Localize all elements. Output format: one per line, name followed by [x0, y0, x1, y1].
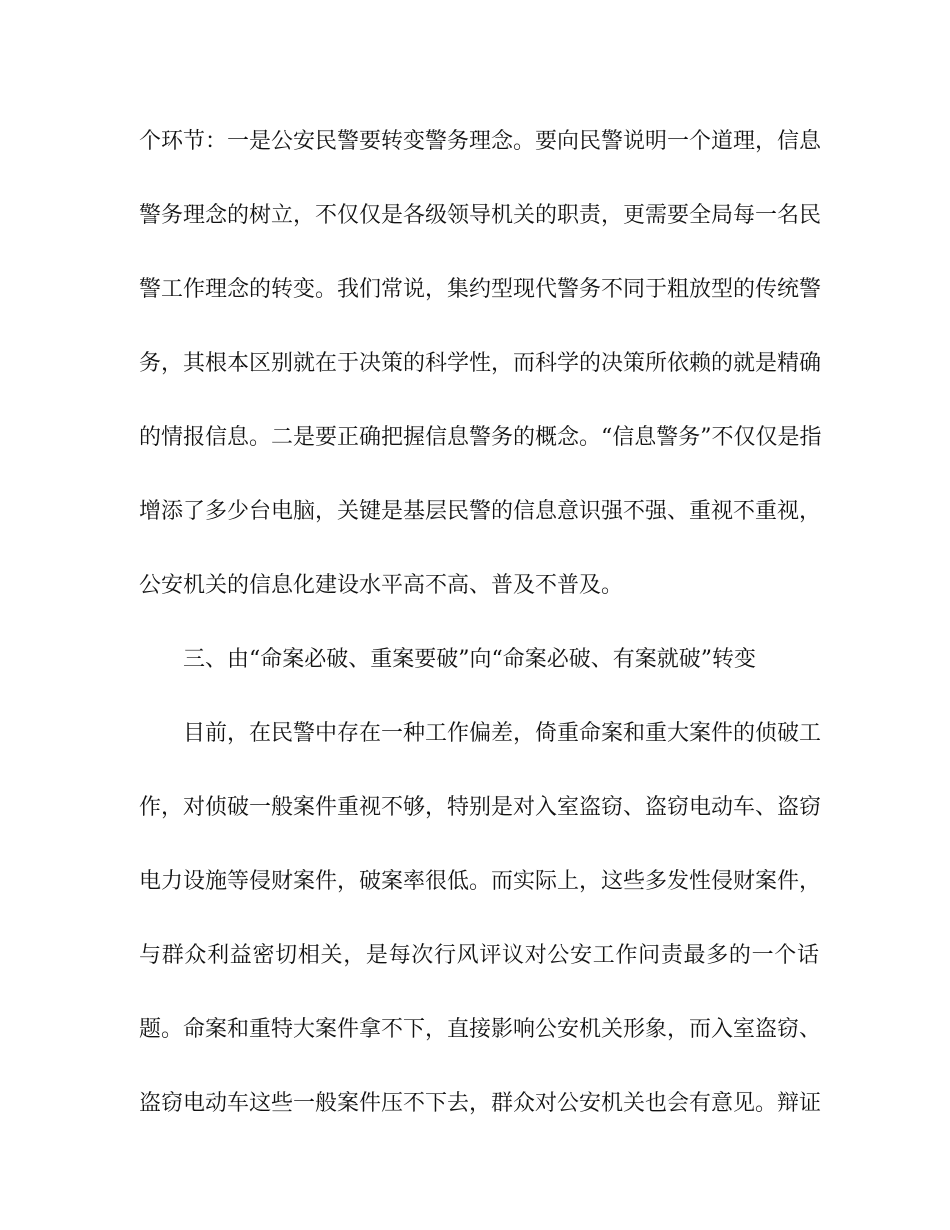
text-line: 公安机关的信息化建设水平高不高、普及不普及。 — [139, 573, 624, 598]
text-line: 警工作理念的转变。我们常说，集约型现代警务不同于粗放型的传统警 — [139, 277, 822, 302]
text-line: 电力设施等侵财案件，破案率很低。而实际上，这些多发性侵财案件， — [139, 869, 822, 894]
text-line: 作，对侦破一般案件重视不够，特别是对入室盗窃、盗窃电动车、盗窃 — [139, 795, 822, 820]
text-line: 与群众利益密切相关，是每次行风评议对公安工作问责最多的一个话 — [139, 943, 819, 968]
text-line: 警务理念的树立，不仅仅是各级领导机关的职责，更需要全局每一名民 — [139, 203, 822, 228]
text-line: 盗窃电动车这些一般案件压不下去，群众对公安机关也会有意见。辩证 — [139, 1091, 822, 1116]
text-line: 个环节：一是公安民警要转变警务理念。要向民警说明一个道理，信息 — [139, 129, 822, 154]
paragraph-first-line: 目前，在民警中存在一种工作偏差，倚重命案和重大案件的侦破工 — [183, 721, 822, 746]
text-line: 的情报信息。二是要正确把握信息警务的概念。“信息警务”不仅仅是指 — [139, 425, 822, 450]
text-line: 题。命案和重特大案件拿不下，直接影响公安机关形象，而入室盗窃、 — [139, 1017, 822, 1042]
section-heading: 三、由“命案必破、重案要破”向“命案必破、有案就破”转变 — [183, 647, 756, 672]
text-line: 务，其根本区别就在于决策的科学性，而科学的决策所依赖的就是精确 — [139, 351, 822, 376]
text-line: 增添了多少台电脑，关键是基层民警的信息意识强不强、重视不重视， — [139, 499, 822, 524]
